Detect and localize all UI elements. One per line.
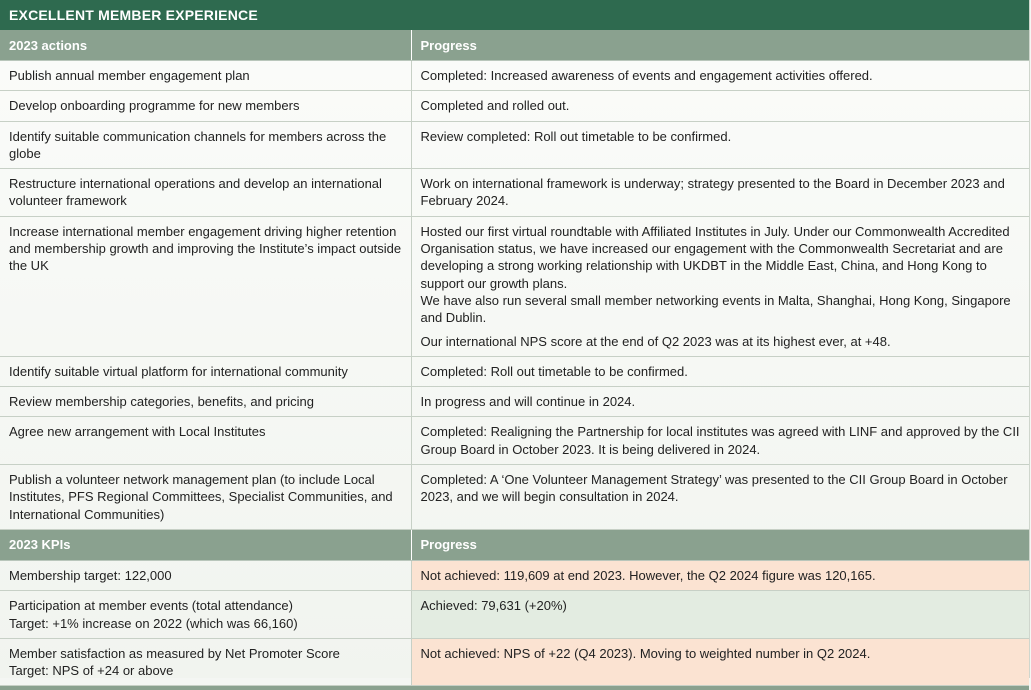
kpi-text	[0, 560, 411, 590]
kpi-progress: Not achieved: 119,609 at end 2023. However, the Q2 2024 figure was 120,165.	[411, 560, 1029, 590]
action-row	[0, 216, 1029, 356]
action-row	[0, 465, 1029, 530]
kpis-table	[0, 530, 1029, 686]
kpi-progress: Not achieved: NPS of +22 (Q4 2023). Moving to weighted number in Q2 2024.	[411, 638, 1029, 686]
action-progress	[411, 216, 1029, 356]
action-progress	[411, 121, 1029, 169]
action-progress	[411, 356, 1029, 386]
kpi-line: Member satisfaction as measured by Net Promoter Score	[9, 645, 340, 661]
actions-header-row	[0, 30, 1029, 61]
action-text: Review membership categories, benefits, and pricing	[0, 387, 411, 417]
kpi-row	[0, 560, 1029, 590]
kpi-line: Participation at member events (total attendance)	[9, 598, 293, 614]
kpi-text	[0, 591, 411, 639]
progress-paragraph: We have also run several small member networking events in Malta, Shanghai, Hong Kong, Singapore and Dublin.	[420, 292, 1011, 326]
kpi-line: Target: +1% increase on 2022 (which was 66,160)	[9, 615, 298, 631]
actions-column-header: 2023 actions	[0, 30, 411, 61]
progress-paragraph: Hosted our first virtual roundtable with Affiliated Institutes in July. Under our Commonwealth Accredited Organisation status, we have increased our engagement with the Commonwealth Secretariat and are developing a strong working relationship with UKDBT in the Middle East, China, and Hong Kong to support our growth plans.	[420, 223, 1010, 291]
action-row	[0, 356, 1029, 386]
progress-paragraph: Completed and rolled out.	[420, 98, 570, 114]
kpi-row	[0, 591, 1029, 639]
action-text: Identify suitable communication channels for members across the globe	[0, 121, 411, 169]
action-row	[0, 387, 1029, 417]
action-progress	[411, 465, 1029, 530]
kpi-row	[0, 638, 1029, 686]
action-text: Restructure international operations and develop an international volunteer framework	[0, 169, 411, 217]
kpi-progress-column-header: Progress	[411, 530, 1029, 561]
kpis-header-row	[0, 530, 1029, 561]
footer-bar	[0, 686, 1029, 690]
progress-paragraph: Review completed: Roll out timetable to be confirmed.	[420, 128, 732, 144]
kpi-line: Membership target: 122,000	[9, 567, 172, 583]
progress-paragraph: Completed: Realigning the Partnership for local institutes was agreed with LINF and approved by the CII Group Board in October 2023. It is being delivered in 2024.	[420, 424, 1020, 457]
action-row	[0, 61, 1029, 91]
action-progress	[411, 91, 1029, 121]
progress-paragraph: Work on international framework is underway; strategy presented to the Board in December 2023 and February 2024.	[420, 176, 1005, 209]
progress-column-header: Progress	[411, 30, 1029, 61]
kpi-text	[0, 638, 411, 686]
action-row	[0, 417, 1029, 465]
actions-table	[0, 30, 1029, 530]
actions-body	[0, 61, 1029, 530]
action-text: Increase international member engagement driving higher retention and membership growth and improving the Institute’s impact outside the UK	[0, 216, 411, 356]
progress-paragraph: In progress and will continue in 2024.	[420, 394, 636, 410]
action-progress	[411, 387, 1029, 417]
kpi-progress: Achieved: 79,631 (+20%)	[411, 591, 1029, 639]
progress-paragraph: Our international NPS score at the end of Q2 2023 was at its highest ever, at +48.	[420, 333, 891, 349]
action-row	[0, 121, 1029, 169]
action-text: Publish annual member engagement plan	[0, 61, 411, 91]
action-text: Identify suitable virtual platform for international community	[0, 356, 411, 386]
progress-paragraph: Completed: Roll out timetable to be confirmed.	[420, 363, 688, 379]
section-banner: EXCELLENT MEMBER EXPERIENCE	[0, 0, 1029, 30]
kpis-body	[0, 560, 1029, 685]
progress-paragraph: Completed: Increased awareness of events and engagement activities offered.	[420, 68, 873, 83]
kpi-line: Target: NPS of +24 or above	[9, 663, 174, 679]
kpis-column-header: 2023 KPIs	[0, 530, 411, 561]
action-progress	[411, 417, 1029, 465]
action-text: Develop onboarding programme for new members	[0, 91, 411, 121]
action-progress	[411, 169, 1029, 217]
action-row	[0, 91, 1029, 121]
action-row	[0, 169, 1029, 217]
action-progress	[411, 61, 1029, 91]
progress-paragraph: Completed: A ‘One Volunteer Management Strategy’ was presented to the CII Group Board in October 2023, and we will begin consultation in 2024.	[420, 472, 1008, 505]
action-text: Publish a volunteer network management plan (to include Local Institutes, PFS Regional Committees, Specialist Communities, and International Communities)	[0, 465, 411, 530]
action-text: Agree new arrangement with Local Institutes	[0, 417, 411, 465]
